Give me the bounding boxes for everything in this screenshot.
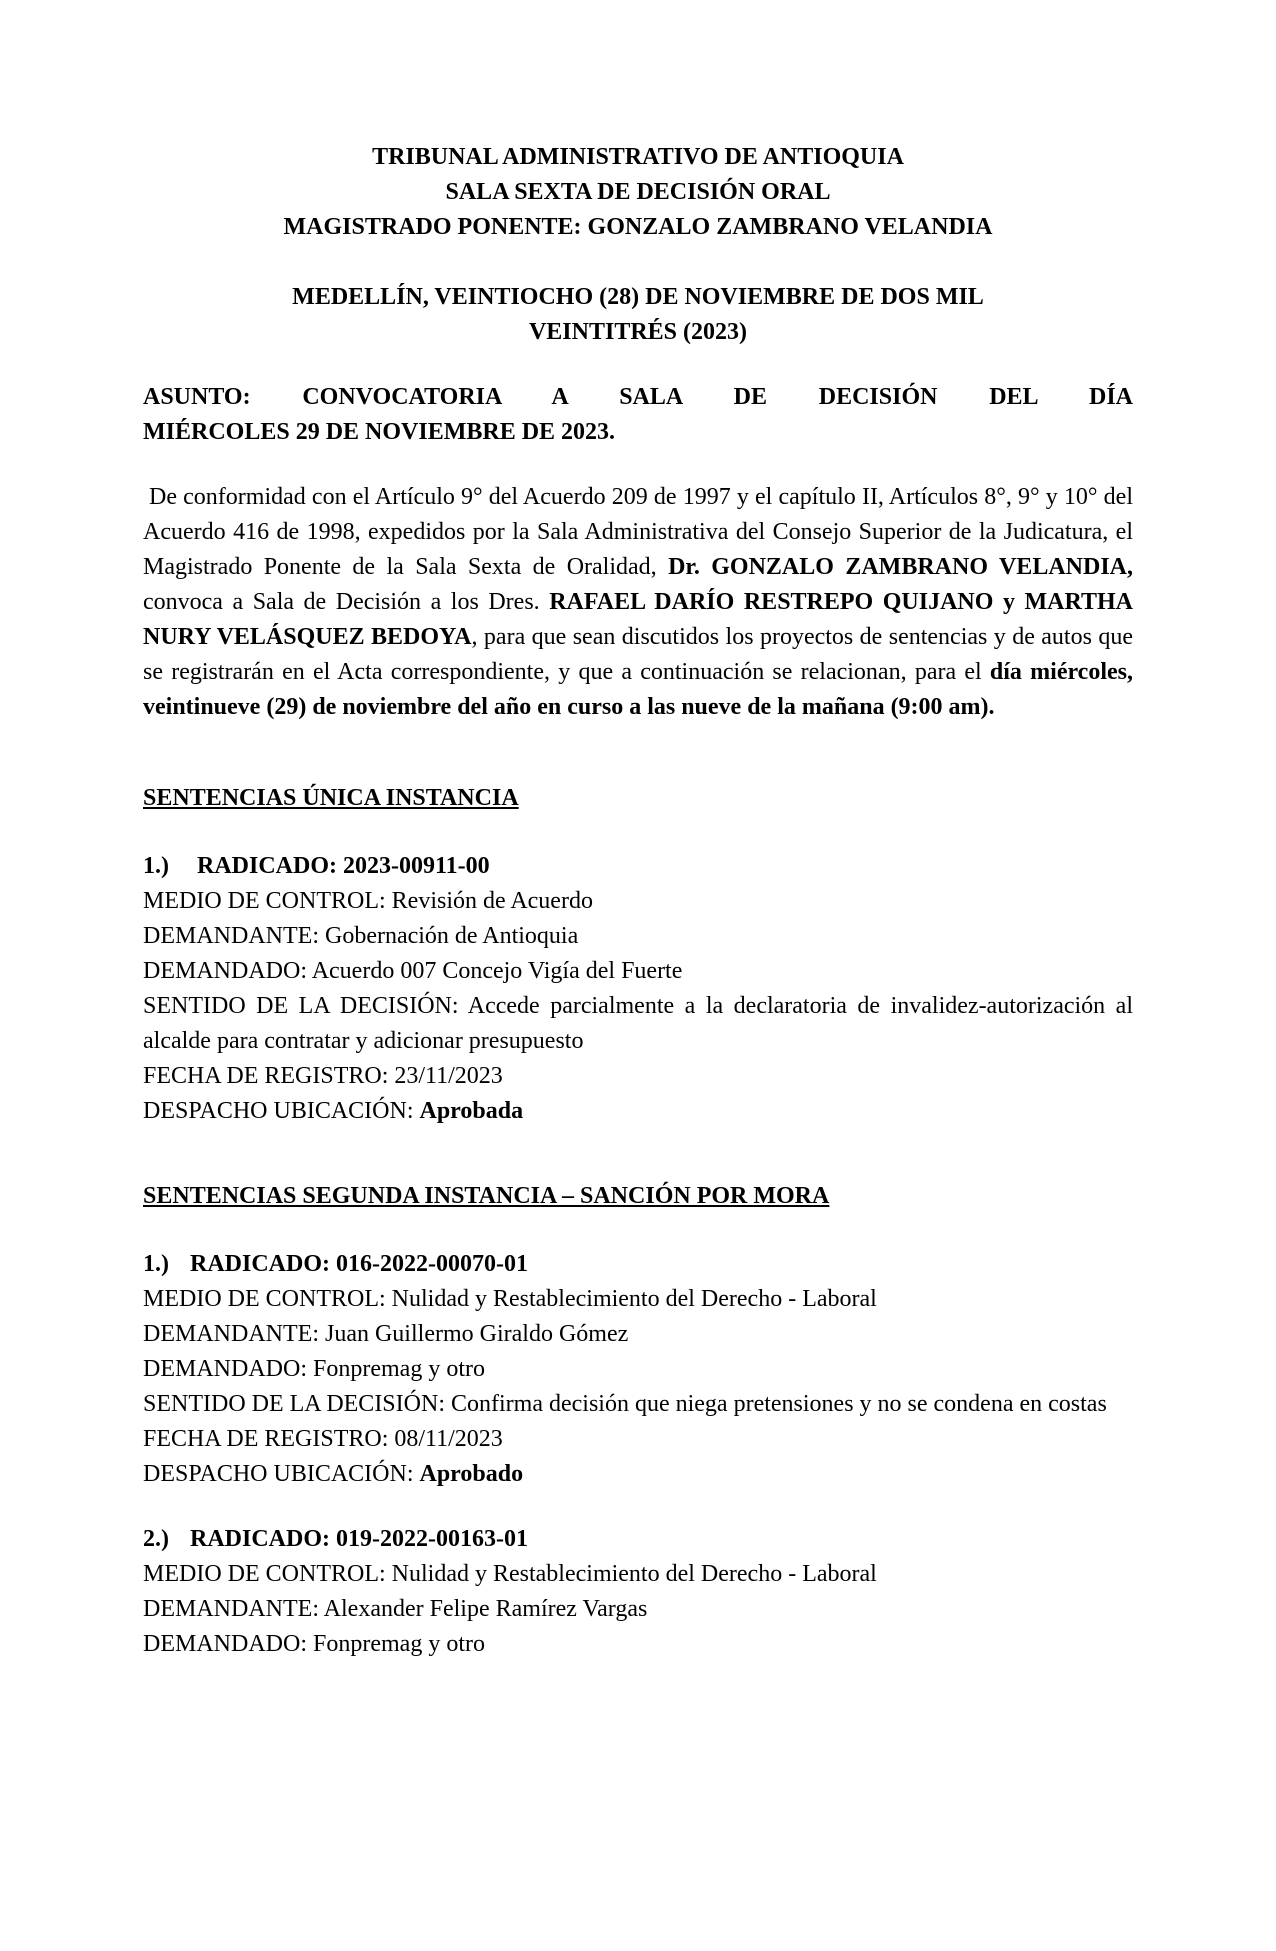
document-dateline <box>143 280 1133 350</box>
case-medio-line <box>143 1282 1133 1317</box>
despacho-label: DESPACHO UBICACIÓN: <box>143 1098 414 1124</box>
case-radicado-line <box>143 1247 1133 1282</box>
demandado-value: Fonpremag y otro <box>313 1356 485 1382</box>
case-medio-line <box>143 1557 1133 1592</box>
fecha-value: 23/11/2023 <box>394 1063 503 1089</box>
case-block <box>143 1522 1133 1662</box>
case-demandante-line <box>143 1592 1133 1627</box>
case-despacho-line <box>143 1094 1133 1129</box>
case-medio-line <box>143 884 1133 919</box>
case-number: 1.) <box>143 1251 169 1277</box>
demandante-value: Alexander Felipe Ramírez Vargas <box>323 1596 648 1622</box>
demandado-value: Acuerdo 007 Concejo Vigía del Fuerte <box>311 958 683 984</box>
fecha-label: FECHA DE REGISTRO: <box>143 1426 389 1452</box>
intro-text-1: De conformidad con el Artículo 9° del Acuerdo 209 de 1997 y el capítulo II, Artículos 8°, 9° y 10° del Acuerdo 416 de 1998, expedidos por la Sala Administrativa del Consejo Superior de la Judicatura, el Magistrado Ponente de la Sala Sexta de Oralidad, <box>143 484 1133 580</box>
radicado-label: RADICADO: <box>197 853 337 879</box>
fecha-value: 08/11/2023 <box>394 1426 503 1452</box>
case-radicado-line <box>143 849 1133 884</box>
radicado-value: 016-2022-00070-01 <box>336 1251 528 1277</box>
intro-judges-names: RAFAEL DARÍO RESTREPO QUIJANO y MARTHA NURY VELÁSQUEZ BEDOYA <box>143 589 1133 650</box>
radicado-label: RADICADO: <box>190 1251 330 1277</box>
subject-paragraph <box>143 380 1133 450</box>
dateline-line-1: MEDELLÍN, VEINTIOCHO (28) DE NOVIEMBRE DE DOS MIL <box>292 284 984 310</box>
sentido-label: SENTIDO DE LA DECISIÓN: <box>143 1391 445 1417</box>
case-number: 2.) <box>143 1526 169 1552</box>
case-fecha-line <box>143 1422 1133 1457</box>
medio-value: Nulidad y Restablecimiento del Derecho - Laboral <box>391 1561 877 1587</box>
dateline-line-2: VEINTITRÉS (2023) <box>528 319 748 345</box>
medio-label: MEDIO DE CONTROL: <box>143 1561 386 1587</box>
case-demandante-line <box>143 919 1133 954</box>
demandante-label: DEMANDANTE: <box>143 923 319 949</box>
intro-session-date: día miércoles, veintinueve (29) de noviembre del año en curso a las nueve de la mañana (9:00 am). <box>143 659 1133 720</box>
section-title-text: SENTENCIAS ÚNICA INSTANCIA <box>143 785 519 811</box>
header-magistrate: MAGISTRADO PONENTE: GONZALO ZAMBRANO VELANDIA <box>283 214 993 240</box>
medio-label: MEDIO DE CONTROL: <box>143 1286 386 1312</box>
despacho-status: Aprobado <box>419 1461 524 1487</box>
demandante-label: DEMANDANTE: <box>143 1596 319 1622</box>
radicado-value: 019-2022-00163-01 <box>336 1526 528 1552</box>
medio-value: Revisión de Acuerdo <box>391 888 593 914</box>
case-radicado-line <box>143 1522 1133 1557</box>
subject-line-1: ASUNTO: CONVOCATORIA A SALA DE DECISIÓN DEL DÍA <box>143 384 1133 410</box>
section-sentencias-unica-instancia <box>143 781 1133 1129</box>
demandante-label: DEMANDANTE: <box>143 1321 319 1347</box>
intro-paragraph <box>143 480 1133 725</box>
intro-text-3: , para que sean discutidos los proyectos de sentencias y de autos que se registrarán en el Acta correspondiente, y que a continuación se relacionan, para el <box>143 624 1133 685</box>
header-chamber-name: SALA SEXTA DE DECISIÓN ORAL <box>445 179 831 205</box>
medio-label: MEDIO DE CONTROL: <box>143 888 386 914</box>
section-title <box>143 1179 1133 1214</box>
demandado-label: DEMANDADO: <box>143 958 307 984</box>
despacho-label: DESPACHO UBICACIÓN: <box>143 1461 414 1487</box>
sentido-label: SENTIDO DE LA DECISIÓN: <box>143 993 459 1019</box>
case-block <box>143 849 1133 1129</box>
case-demandante-line <box>143 1317 1133 1352</box>
subject-line-2: MIÉRCOLES 29 DE NOVIEMBRE DE 2023. <box>143 419 616 445</box>
case-demandado-line <box>143 954 1133 989</box>
demandado-label: DEMANDADO: <box>143 1356 307 1382</box>
case-demandado-line <box>143 1352 1133 1387</box>
medio-value: Nulidad y Restablecimiento del Derecho - Laboral <box>391 1286 877 1312</box>
case-demandado-line <box>143 1627 1133 1662</box>
section-title <box>143 781 1133 816</box>
intro-magistrate-name: Dr. GONZALO ZAMBRANO VELANDIA, <box>668 554 1133 580</box>
fecha-label: FECHA DE REGISTRO: <box>143 1063 389 1089</box>
intro-text-2: convoca a Sala de Decisión a los Dres. <box>143 589 550 615</box>
demandante-value: Juan Guillermo Giraldo Gómez <box>324 1321 629 1347</box>
case-sentido-line <box>143 1387 1133 1422</box>
demandado-value: Fonpremag y otro <box>313 1631 485 1657</box>
demandado-label: DEMANDADO: <box>143 1631 307 1657</box>
demandante-value: Gobernación de Antioquia <box>324 923 579 949</box>
case-block <box>143 1247 1133 1492</box>
section-sentencias-segunda-instancia <box>143 1179 1133 1662</box>
case-number: 1.) <box>143 853 169 879</box>
case-despacho-line <box>143 1457 1133 1492</box>
despacho-status: Aprobada <box>419 1098 524 1124</box>
sentido-value: Accede parcialmente a la declaratoria de invalidez-autorización al alcalde para contratar y adicionar presupuesto <box>143 993 1134 1054</box>
case-sentido-line <box>143 989 1133 1059</box>
section-title-text: SENTENCIAS SEGUNDA INSTANCIA – SANCIÓN POR MORA <box>143 1183 830 1209</box>
radicado-label: RADICADO: <box>190 1526 330 1552</box>
header-court-name: TRIBUNAL ADMINISTRATIVO DE ANTIOQUIA <box>372 144 904 170</box>
radicado-value: 2023-00911-00 <box>343 853 490 879</box>
document-header <box>143 140 1133 245</box>
sentido-value: Confirma decisión que niega pretensiones y no se condena en costas <box>450 1391 1107 1417</box>
case-fecha-line <box>143 1059 1133 1094</box>
